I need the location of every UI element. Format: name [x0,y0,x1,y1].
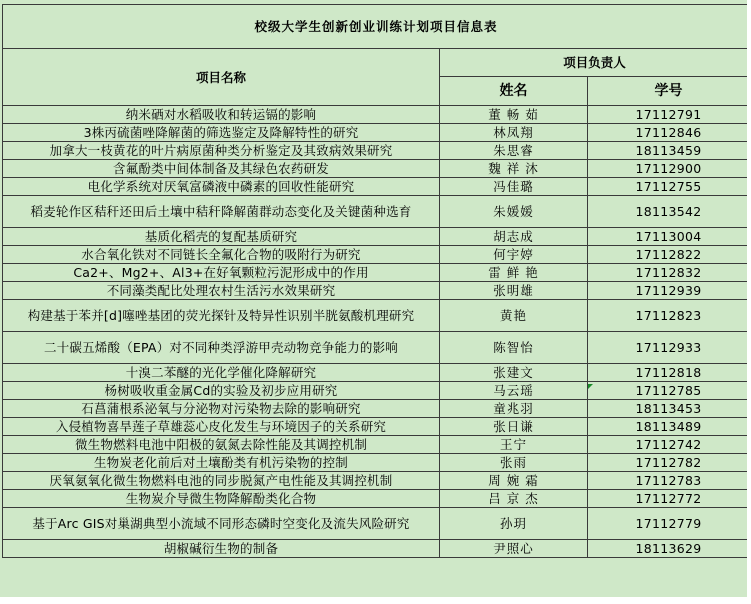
table-row [3,106,750,124]
table-row [3,332,750,364]
project-name-cell[interactable]: 入侵植物喜旱莲子草雄蕊心皮化发生与环境因子的关系研究 [3,418,440,436]
project-name-cell[interactable]: 加拿大一枝黄花的叶片病原菌种类分析鉴定及其致病效果研究 [3,142,440,160]
leader-name-cell[interactable]: 冯佳璐 [440,178,588,196]
project-name-cell[interactable]: 基于Arc GIS对巢湖典型小流域不同形态磷时空变化及流失风险研究 [3,508,440,540]
table-row [3,124,750,142]
project-name-cell[interactable]: 稻麦轮作区秸秆还田后土壤中秸秆降解菌群动态变化及关键菌种选育 [3,196,440,228]
student-id-cell[interactable]: 17112782 [588,454,750,472]
leader-name-cell[interactable]: 张建文 [440,364,588,382]
student-id-cell[interactable]: 17112939 [588,282,750,300]
leader-name-cell[interactable]: 朱思睿 [440,142,588,160]
leader-name-cell[interactable]: 朱媛媛 [440,196,588,228]
project-name-cell[interactable]: 含氟酚类中间体制备及其绿色农药研发 [3,160,440,178]
student-id-cell[interactable]: 17112791 [588,106,750,124]
project-info-table [2,4,750,558]
table-row [3,418,750,436]
student-id-cell[interactable]: 17112785 [588,382,750,400]
table-row [3,142,750,160]
leader-name-cell[interactable]: 胡志成 [440,228,588,246]
student-id-cell[interactable]: 17112779 [588,508,750,540]
leader-name-cell[interactable]: 雷 鲜 艳 [440,264,588,282]
student-id-cell[interactable]: 18113629 [588,540,750,558]
project-name-cell[interactable]: 生物炭介导微生物降解酚类化合物 [3,490,440,508]
table-row [3,246,750,264]
student-id-cell[interactable]: 17112772 [588,490,750,508]
sheet-right-edge [747,0,751,604]
table-row [3,436,750,454]
student-id-cell[interactable]: 18113489 [588,418,750,436]
project-name-cell[interactable]: 纳米硒对水稻吸收和转运镉的影响 [3,106,440,124]
project-name-cell[interactable]: 胡椒碱衍生物的制备 [3,540,440,558]
leader-name-cell[interactable]: 孙玥 [440,508,588,540]
table-row [3,196,750,228]
student-id-cell[interactable]: 17112818 [588,364,750,382]
student-id-cell[interactable]: 17112832 [588,264,750,282]
sheet-bottom-strip [0,597,751,604]
table-row [3,472,750,490]
leader-name-cell[interactable]: 陈智怡 [440,332,588,364]
table-row [3,382,750,400]
header-name[interactable]: 姓名 [440,77,588,106]
header-project-name[interactable]: 项目名称 [3,49,440,106]
table-row [3,508,750,540]
leader-name-cell[interactable]: 何宇婷 [440,246,588,264]
table-row [3,400,750,418]
table-row [3,364,750,382]
student-id-cell[interactable]: 17112783 [588,472,750,490]
student-id-cell[interactable]: 17112823 [588,300,750,332]
cell-comment-marker [588,384,593,389]
sheet-title[interactable]: 校级大学生创新创业训练计划项目信息表 [3,5,750,49]
project-name-cell[interactable]: Ca2+、Mg2+、Al3+在好氧颗粒污泥形成中的作用 [3,264,440,282]
leader-name-cell[interactable]: 童兆羽 [440,400,588,418]
table-row [3,300,750,332]
leader-name-cell[interactable]: 马云瑶 [440,382,588,400]
project-name-cell[interactable]: 十溴二苯醚的光化学催化降解研究 [3,364,440,382]
leader-name-cell[interactable]: 尹照心 [440,540,588,558]
leader-name-cell[interactable]: 王宁 [440,436,588,454]
table-row [3,454,750,472]
leader-name-cell[interactable]: 黄艳 [440,300,588,332]
student-id-cell[interactable]: 17112742 [588,436,750,454]
leader-name-cell[interactable]: 林凤翔 [440,124,588,142]
student-id-cell[interactable]: 17113004 [588,228,750,246]
project-name-cell[interactable]: 杨树吸收重金属Cd的实验及初步应用研究 [3,382,440,400]
project-name-cell[interactable]: 生物炭老化前后对土壤酚类有机污染物的控制 [3,454,440,472]
student-id-cell[interactable]: 18113542 [588,196,750,228]
project-name-cell[interactable]: 3株丙硫菌唑降解菌的筛选鉴定及降解特性的研究 [3,124,440,142]
student-id-cell[interactable]: 17112822 [588,246,750,264]
leader-name-cell[interactable]: 张日谦 [440,418,588,436]
project-name-cell[interactable]: 二十碳五烯酸（EPA）对不同种类浮游甲壳动物竞争能力的影响 [3,332,440,364]
leader-name-cell[interactable]: 魏 祥 沐 [440,160,588,178]
table-row [3,282,750,300]
student-id-cell[interactable]: 17112900 [588,160,750,178]
leader-name-cell[interactable]: 董 畅 茹 [440,106,588,124]
project-name-cell[interactable]: 微生物燃料电池中阳极的氨氮去除性能及其调控机制 [3,436,440,454]
student-id-cell[interactable]: 18113459 [588,142,750,160]
leader-name-cell[interactable]: 张雨 [440,454,588,472]
student-id-cell[interactable]: 18113453 [588,400,750,418]
table-row [3,228,750,246]
student-id-cell[interactable]: 17112933 [588,332,750,364]
project-name-cell[interactable]: 电化学系统对厌氧富磷液中磷素的回收性能研究 [3,178,440,196]
project-name-cell[interactable]: 石菖蒲根系泌氧与分泌物对污染物去除的影响研究 [3,400,440,418]
header-student-id[interactable]: 学号 [588,77,750,106]
leader-name-cell[interactable]: 周 婉 霜 [440,472,588,490]
table-row [3,178,750,196]
project-name-cell[interactable]: 水合氧化铁对不同链长全氟化合物的吸附行为研究 [3,246,440,264]
table-row [3,160,750,178]
project-name-cell[interactable]: 厌氧氨氧化微生物燃料电池的同步脱氮产电性能及其调控机制 [3,472,440,490]
student-id-cell[interactable]: 17112846 [588,124,750,142]
table-row [3,540,750,558]
table-row [3,264,750,282]
header-leader[interactable]: 项目负责人 [440,49,750,77]
student-id-cell[interactable]: 17112755 [588,178,750,196]
project-name-cell[interactable]: 构建基于苯并[d]噻唑基团的荧光探针及特异性识别半胱氨酸机理研究 [3,300,440,332]
table-row [3,490,750,508]
project-name-cell[interactable]: 不同藻类配比处理农村生活污水效果研究 [3,282,440,300]
leader-name-cell[interactable]: 吕 京 杰 [440,490,588,508]
project-name-cell[interactable]: 基质化稻壳的复配基质研究 [3,228,440,246]
leader-name-cell[interactable]: 张明雄 [440,282,588,300]
